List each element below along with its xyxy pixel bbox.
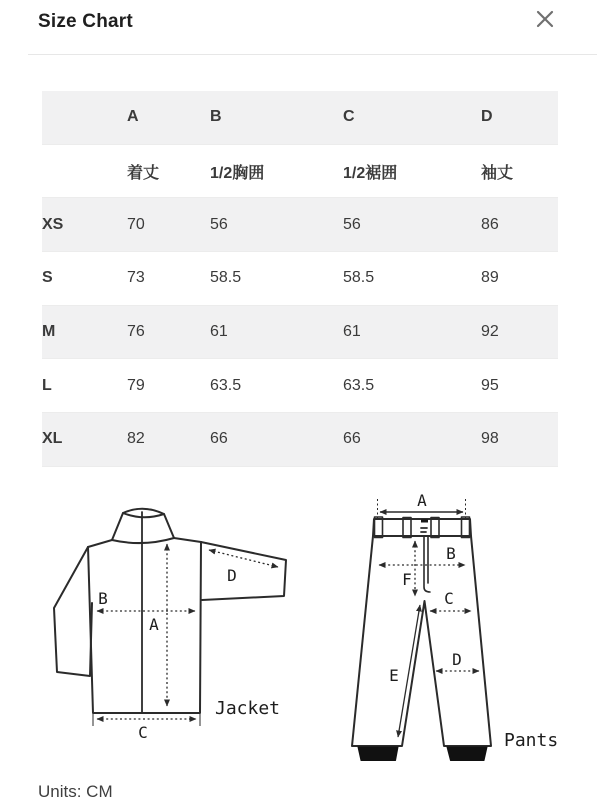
size-cell: M xyxy=(42,305,127,359)
dialog-title: Size Chart xyxy=(38,11,133,32)
value-cell: 76 xyxy=(127,305,210,359)
jacket-labels xyxy=(98,566,280,742)
column-header-row xyxy=(42,91,558,144)
jacket-diagram xyxy=(40,488,320,763)
value-cell: 92 xyxy=(481,305,558,359)
pants-outline xyxy=(352,517,491,761)
value-cell: 82 xyxy=(127,413,210,467)
value-cell: 61 xyxy=(210,305,343,359)
table-row-l xyxy=(42,359,558,413)
pants-arrow-label-c: C xyxy=(444,588,454,608)
dialog-header xyxy=(0,0,600,55)
pants-arrow-label-d: D xyxy=(452,649,462,669)
table-row-xs xyxy=(42,198,558,252)
pants-measure-arrows xyxy=(378,499,480,737)
measurement-diagrams xyxy=(0,488,600,773)
pants-right-cuff xyxy=(447,747,487,761)
value-cell: 95 xyxy=(481,359,558,413)
column-header-a: A xyxy=(127,91,210,144)
value-cell: 89 xyxy=(481,252,558,306)
size-cell: XL xyxy=(42,413,127,467)
measure-name-a: 着丈 xyxy=(127,144,210,198)
value-cell: 73 xyxy=(127,252,210,306)
pants-arrow-label-a: A xyxy=(417,490,427,510)
close-icon xyxy=(534,8,556,30)
measure-name-row xyxy=(42,144,558,198)
pants-arrow-label-e: E xyxy=(389,665,399,685)
pants-arrow-label-b: B xyxy=(446,543,456,563)
pants-caption: Pants xyxy=(504,729,559,751)
measure-name-b: 1/2胸囲 xyxy=(210,144,343,198)
units-note: Units: CM xyxy=(38,781,113,801)
jacket-outline xyxy=(54,509,286,713)
jacket-arrow-label-b: B xyxy=(98,588,108,608)
measure-name-c: 1/2裾囲 xyxy=(343,144,481,198)
value-cell: 58.5 xyxy=(210,252,343,306)
value-cell: 61 xyxy=(343,305,481,359)
measure-name-d: 袖丈 xyxy=(481,144,558,198)
column-header-d: D xyxy=(481,91,558,144)
table-row-s xyxy=(42,252,558,306)
value-cell: 66 xyxy=(343,413,481,467)
value-cell: 63.5 xyxy=(210,359,343,413)
value-cell: 56 xyxy=(343,198,481,252)
column-header-c: C xyxy=(343,91,481,144)
value-cell: 86 xyxy=(481,198,558,252)
size-cell: XS xyxy=(42,198,127,252)
pants-left-cuff xyxy=(358,747,398,761)
size-cell: L xyxy=(42,359,127,413)
table-row-xl xyxy=(42,413,558,467)
pants-arrow-label-f: F xyxy=(402,569,412,589)
measure-name-empty xyxy=(42,144,127,198)
pants-diagram xyxy=(330,488,570,768)
value-cell: 66 xyxy=(210,413,343,467)
jacket-caption: Jacket xyxy=(215,697,281,719)
value-cell: 63.5 xyxy=(343,359,481,413)
jacket-arrow-label-a: A xyxy=(149,614,159,634)
corner-cell xyxy=(42,91,127,144)
close-button[interactable] xyxy=(534,8,556,30)
value-cell: 70 xyxy=(127,198,210,252)
table-row-m xyxy=(42,305,558,359)
jacket-arrow-label-d: D xyxy=(227,565,237,585)
pants-labels xyxy=(389,491,558,751)
header-divider xyxy=(28,54,597,55)
value-cell: 58.5 xyxy=(343,252,481,306)
value-cell: 79 xyxy=(127,359,210,413)
value-cell: 56 xyxy=(210,198,343,252)
size-cell: S xyxy=(42,252,127,306)
jacket-arrow-label-c: C xyxy=(138,722,148,742)
size-chart-table xyxy=(42,91,558,467)
column-header-b: B xyxy=(210,91,343,144)
value-cell: 98 xyxy=(481,413,558,467)
size-table-container xyxy=(42,91,558,467)
